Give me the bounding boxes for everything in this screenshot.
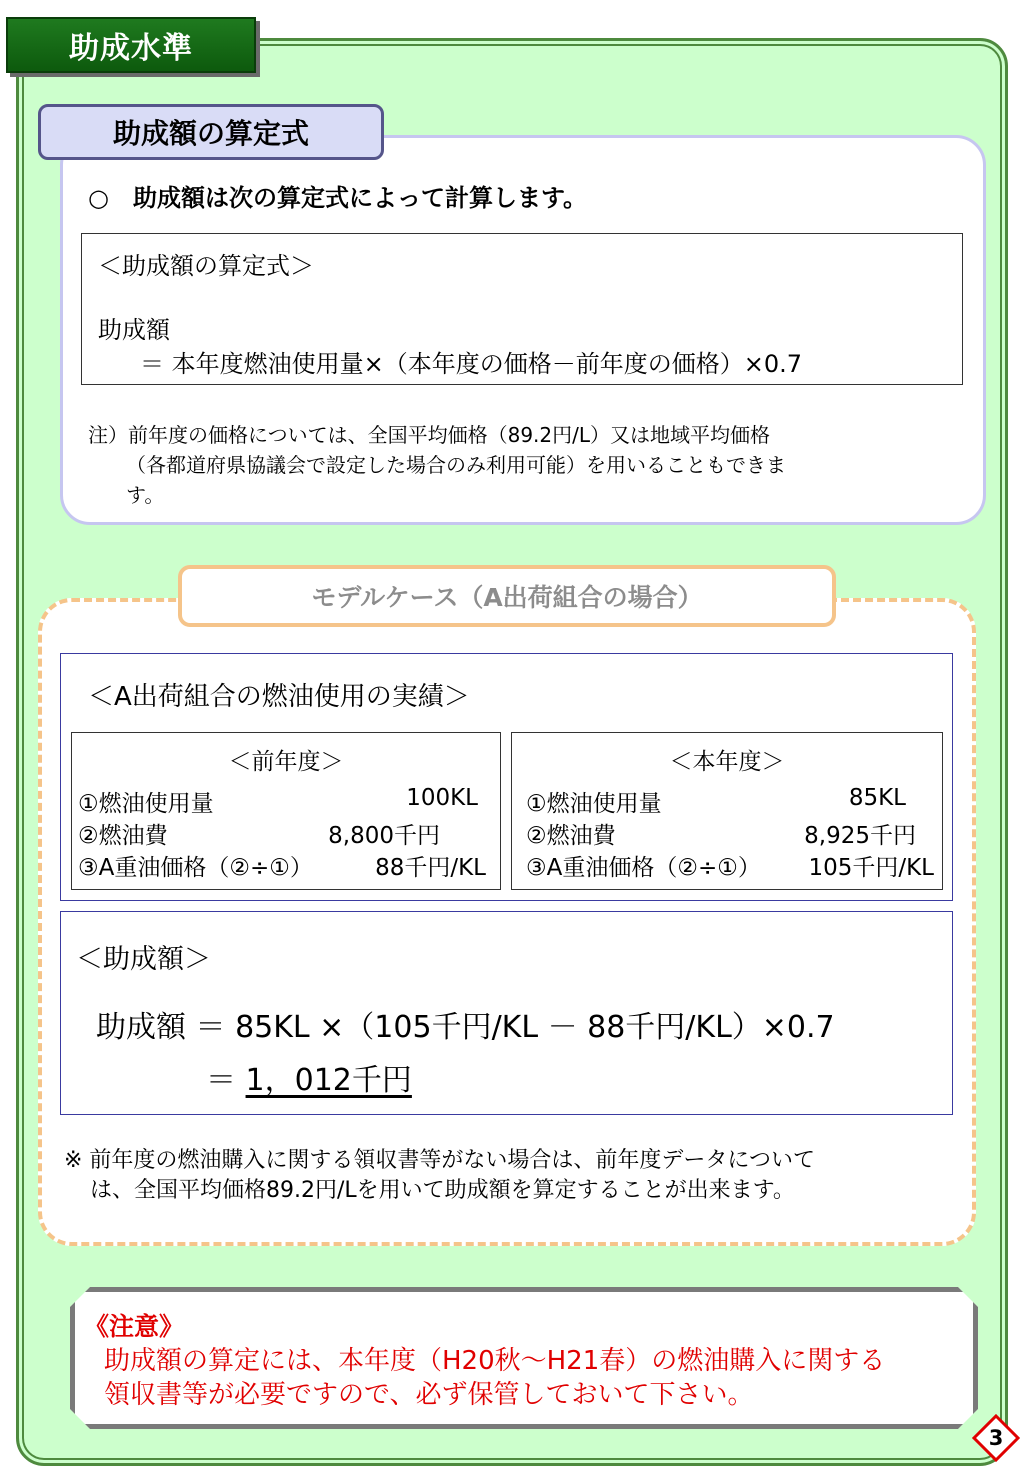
usage-records-title: ＜A出荷組合の燃油使用の実績＞	[88, 682, 470, 712]
subsidy-amount-result: 1，012千円	[245, 1063, 412, 1098]
formula-note	[88, 420, 948, 510]
subsidy-amount-title: ＜助成額＞	[76, 944, 211, 975]
row-label: ②燃油費	[78, 823, 168, 849]
row-value: 105千円/KL	[808, 855, 934, 881]
model-case-title: モデルケース（A出荷組合の場合）	[178, 565, 836, 627]
previous-year-row	[78, 785, 490, 818]
caution-heading: 《注意》	[84, 1312, 185, 1341]
formula-note-line2: （各都道府県協議会で設定した場合のみ利用可能）を用いることもできま	[126, 453, 786, 477]
subsidy-amount-equation: 助成額 ＝ 85KL ×（105千円/KL － 88千円/KL）×0.7	[96, 1010, 835, 1045]
result-equals: ＝	[206, 1063, 246, 1098]
formula-box	[81, 233, 963, 385]
current-year-row	[526, 785, 932, 818]
current-year-row	[526, 849, 932, 882]
formula-box-heading: ＜助成額の算定式＞	[98, 252, 314, 280]
caution-line1: 助成額の算定には、本年度（H20秋～H21春）の燃油購入に関する	[104, 1346, 886, 1376]
model-note-line2: は、全国平均価格89.2円/Lを用いて助成額を算定することが出来ます。	[90, 1178, 795, 1203]
previous-year-box	[71, 732, 501, 890]
row-value: 8,925千円	[804, 823, 916, 849]
row-value: 85KL	[848, 785, 906, 811]
row-label: ②燃油費	[526, 823, 616, 849]
row-label: ③A重油価格（②÷①）	[78, 855, 313, 881]
formula-label: 助成額	[98, 316, 170, 344]
model-note-line1: ※ 前年度の燃油購入に関する領収書等がない場合は、前年度データについて	[64, 1148, 815, 1173]
current-year-row	[526, 817, 932, 850]
current-year-box	[511, 732, 943, 890]
caution-text	[104, 1344, 885, 1412]
formula-equation: ＝ 本年度燃油使用量×（本年度の価格－前年度の価格）×0.7	[140, 350, 803, 378]
previous-year-row	[78, 849, 490, 882]
formula-note-line3: す。	[126, 483, 165, 507]
previous-year-row	[78, 817, 490, 850]
current-year-title: ＜本年度＞	[669, 749, 785, 775]
row-value: 88千円/KL	[375, 855, 486, 881]
previous-year-title: ＜前年度＞	[228, 749, 344, 775]
model-case-note	[64, 1146, 954, 1206]
caution-line2: 領収書等が必要ですので、必ず保管しておいて下さい。	[104, 1380, 754, 1410]
row-label: ①燃油使用量	[78, 791, 214, 817]
row-value: 100KL	[406, 785, 478, 811]
formula-note-line1: 注）前年度の価格については、全国平均価格（89.2円/L）又は地域平均価格	[88, 423, 771, 447]
row-label: ①燃油使用量	[526, 791, 662, 817]
page-title: 助成水準	[6, 17, 256, 73]
row-label: ③A重油価格（②÷①）	[526, 855, 761, 881]
row-value: 8,800千円	[328, 823, 440, 849]
formula-intro: ○ 助成額は次の算定式によって計算します。	[88, 184, 588, 212]
subsidy-amount-result-line	[206, 1055, 412, 1099]
page-number: 3	[988, 1426, 1004, 1450]
formula-section-title: 助成額の算定式	[38, 104, 384, 160]
